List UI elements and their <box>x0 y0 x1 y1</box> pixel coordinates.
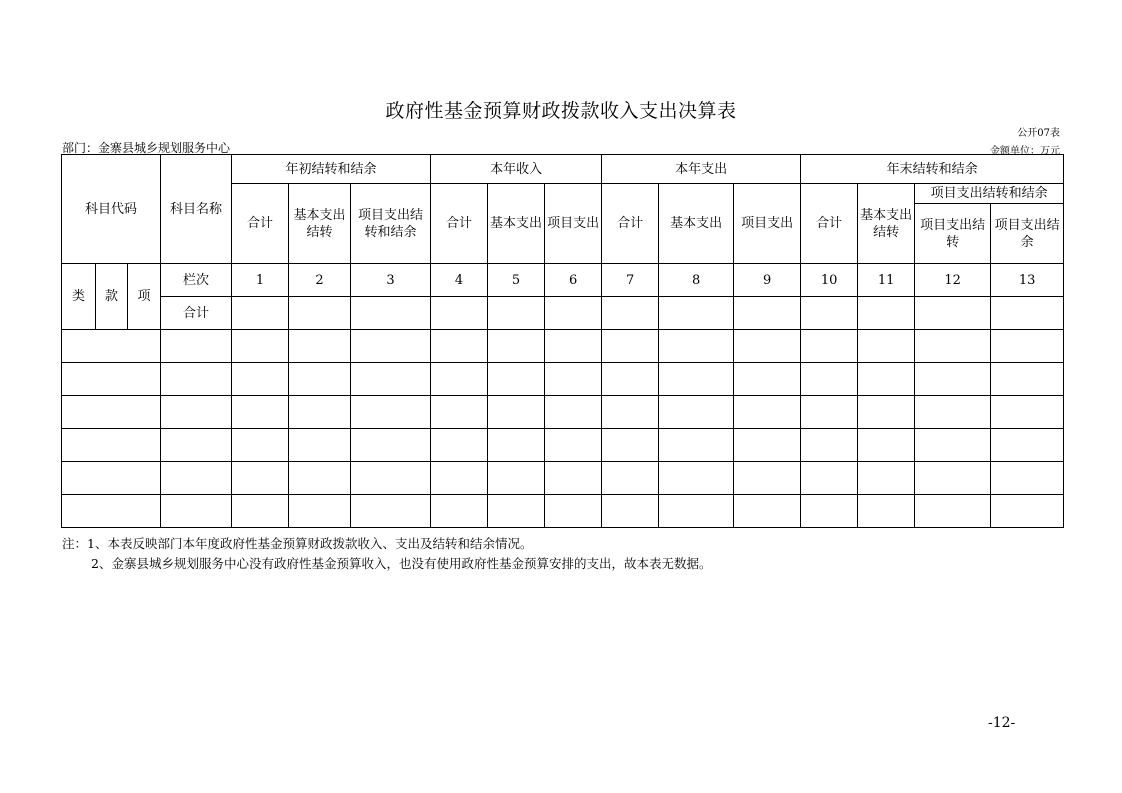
table-cell <box>289 495 351 528</box>
header-current-expense: 本年支出 <box>602 155 801 184</box>
column-number: 4 <box>431 264 488 297</box>
table-cell <box>915 495 991 528</box>
table-cell <box>915 330 991 363</box>
table-row <box>62 462 1064 495</box>
header-current-income: 本年收入 <box>431 155 602 184</box>
table-cell <box>232 495 289 528</box>
column-number: 9 <box>734 264 801 297</box>
table-cell <box>488 495 545 528</box>
table-cell <box>545 396 602 429</box>
table-cell <box>991 429 1064 462</box>
total-cell <box>351 297 431 330</box>
column-number: 13 <box>991 264 1064 297</box>
table-cell <box>232 330 289 363</box>
table-row <box>62 396 1064 429</box>
table-cell <box>801 396 858 429</box>
table-cell <box>858 462 915 495</box>
table-cell <box>232 396 289 429</box>
total-cell <box>232 297 289 330</box>
column-number: 6 <box>545 264 602 297</box>
table-cell <box>801 429 858 462</box>
table-cell <box>431 462 488 495</box>
table-cell <box>602 429 659 462</box>
col-header-10: 合计 <box>801 184 858 264</box>
empty-data-rows <box>62 330 1064 528</box>
table-cell <box>659 462 734 495</box>
col-header-3: 项目支出结转和结余 <box>351 184 431 264</box>
table-cell <box>602 495 659 528</box>
table-cell <box>858 363 915 396</box>
table-row <box>62 495 1064 528</box>
table-cell <box>431 363 488 396</box>
table-cell <box>289 330 351 363</box>
table-cell <box>734 330 801 363</box>
header-lei: 类 <box>62 264 96 330</box>
table-cell <box>734 429 801 462</box>
column-number: 2 <box>289 264 351 297</box>
table-cell <box>659 330 734 363</box>
total-cell <box>431 297 488 330</box>
table-cell <box>161 495 232 528</box>
table-cell <box>488 363 545 396</box>
table-cell <box>545 330 602 363</box>
table-cell <box>232 363 289 396</box>
total-cell <box>488 297 545 330</box>
table-cell <box>659 495 734 528</box>
table-cell <box>232 462 289 495</box>
total-cell <box>289 297 351 330</box>
table-cell <box>488 396 545 429</box>
table-row <box>62 330 1064 363</box>
table-cell <box>431 396 488 429</box>
table-cell <box>801 495 858 528</box>
col-header-6: 项目支出 <box>545 184 602 264</box>
table-cell <box>858 429 915 462</box>
department-label: 部门：金寨县城乡规划服务中心 <box>62 141 231 155</box>
table-cell <box>915 363 991 396</box>
column-number: 12 <box>915 264 991 297</box>
table-row <box>62 429 1064 462</box>
table-cell <box>659 396 734 429</box>
table-cell <box>161 396 232 429</box>
col-header-5: 基本支出 <box>488 184 545 264</box>
table-row <box>62 363 1064 396</box>
notes <box>62 534 711 574</box>
column-number: 10 <box>801 264 858 297</box>
table-cell <box>161 330 232 363</box>
table-cell <box>602 363 659 396</box>
total-row-label: 合计 <box>161 297 232 330</box>
table-cell <box>431 330 488 363</box>
total-cell <box>545 297 602 330</box>
header-closing-balance: 年末结转和结余 <box>801 155 1064 184</box>
form-code: 公开07表 <box>1017 128 1060 139</box>
total-cell <box>801 297 858 330</box>
header-kuan: 款 <box>96 264 128 330</box>
table-cell <box>915 429 991 462</box>
table-cell <box>545 462 602 495</box>
total-cell <box>602 297 659 330</box>
table-cell <box>801 462 858 495</box>
table-cell <box>289 363 351 396</box>
col-header-8: 基本支出 <box>659 184 734 264</box>
table-cell <box>545 429 602 462</box>
table-cell <box>915 396 991 429</box>
col-header-7: 合计 <box>602 184 659 264</box>
table-cell <box>659 429 734 462</box>
page-number: -12- <box>988 715 1016 731</box>
table-cell <box>915 462 991 495</box>
col-header-12: 项目支出结转 <box>915 204 991 264</box>
table-cell <box>991 330 1064 363</box>
column-number: 7 <box>602 264 659 297</box>
table-cell <box>991 462 1064 495</box>
total-cell <box>991 297 1064 330</box>
table-cell <box>488 429 545 462</box>
table-cell <box>545 363 602 396</box>
total-cell <box>858 297 915 330</box>
note-2: 2、金寨县城乡规划服务中心没有政府性基金预算收入，也没有使用政府性基金预算安排的支出，故本表无数据。 <box>91 556 712 571</box>
col-header-13: 项目支出结余 <box>991 204 1064 264</box>
subject-code-cell <box>62 330 161 363</box>
table-cell <box>602 330 659 363</box>
table-cell <box>351 396 431 429</box>
total-cell <box>915 297 991 330</box>
table-cell <box>431 429 488 462</box>
table-cell <box>858 495 915 528</box>
table-cell <box>289 462 351 495</box>
column-number: 3 <box>351 264 431 297</box>
table-cell <box>289 429 351 462</box>
header-subject-name: 科目名称 <box>161 155 232 264</box>
table-cell <box>991 363 1064 396</box>
table-cell <box>734 396 801 429</box>
table-cell <box>991 396 1064 429</box>
column-number: 11 <box>858 264 915 297</box>
table-cell <box>858 396 915 429</box>
column-number: 1 <box>232 264 289 297</box>
header-xiang: 项 <box>128 264 161 330</box>
subject-code-cell <box>62 396 161 429</box>
table-cell <box>801 363 858 396</box>
subject-code-cell <box>62 495 161 528</box>
table-cell <box>602 462 659 495</box>
table-cell <box>161 429 232 462</box>
table-cell <box>801 330 858 363</box>
note-1: 注：1、本表反映部门本年度政府性基金预算财政拨款收入、支出及结转和结余情况。 <box>62 536 533 551</box>
table-cell <box>659 363 734 396</box>
table-cell <box>161 462 232 495</box>
table-cell <box>488 330 545 363</box>
table-cell <box>351 330 431 363</box>
table-cell <box>289 396 351 429</box>
table-cell <box>351 462 431 495</box>
table-cell <box>232 429 289 462</box>
table-cell <box>734 462 801 495</box>
header-lanci: 栏次 <box>161 264 232 297</box>
col-header-1: 合计 <box>232 184 289 264</box>
table-cell <box>602 396 659 429</box>
subject-code-cell <box>62 429 161 462</box>
subject-code-cell <box>62 363 161 396</box>
subject-code-cell <box>62 462 161 495</box>
table-cell <box>734 495 801 528</box>
page-title: 政府性基金预算财政拨款收入支出决算表 <box>385 100 737 122</box>
table-cell <box>161 363 232 396</box>
col-header-9: 项目支出 <box>734 184 801 264</box>
table-cell <box>488 462 545 495</box>
header-subject-code: 科目代码 <box>62 155 161 264</box>
col-header-2: 基本支出结转 <box>289 184 351 264</box>
table-cell <box>734 363 801 396</box>
header-opening-balance: 年初结转和结余 <box>232 155 431 184</box>
table-cell <box>431 495 488 528</box>
table-cell <box>351 429 431 462</box>
total-cell <box>659 297 734 330</box>
column-number: 5 <box>488 264 545 297</box>
budget-table <box>61 154 1064 528</box>
table-cell <box>351 495 431 528</box>
unit-label: 金额单位：万元 <box>990 146 1060 157</box>
total-cell <box>734 297 801 330</box>
col-header-4: 合计 <box>431 184 488 264</box>
table-cell <box>351 363 431 396</box>
col-header-11: 基本支出结转 <box>858 184 915 264</box>
header-project-balance: 项目支出结转和结余 <box>915 184 1064 204</box>
column-number: 8 <box>659 264 734 297</box>
table-cell <box>545 495 602 528</box>
table-cell <box>858 330 915 363</box>
table-cell <box>991 495 1064 528</box>
